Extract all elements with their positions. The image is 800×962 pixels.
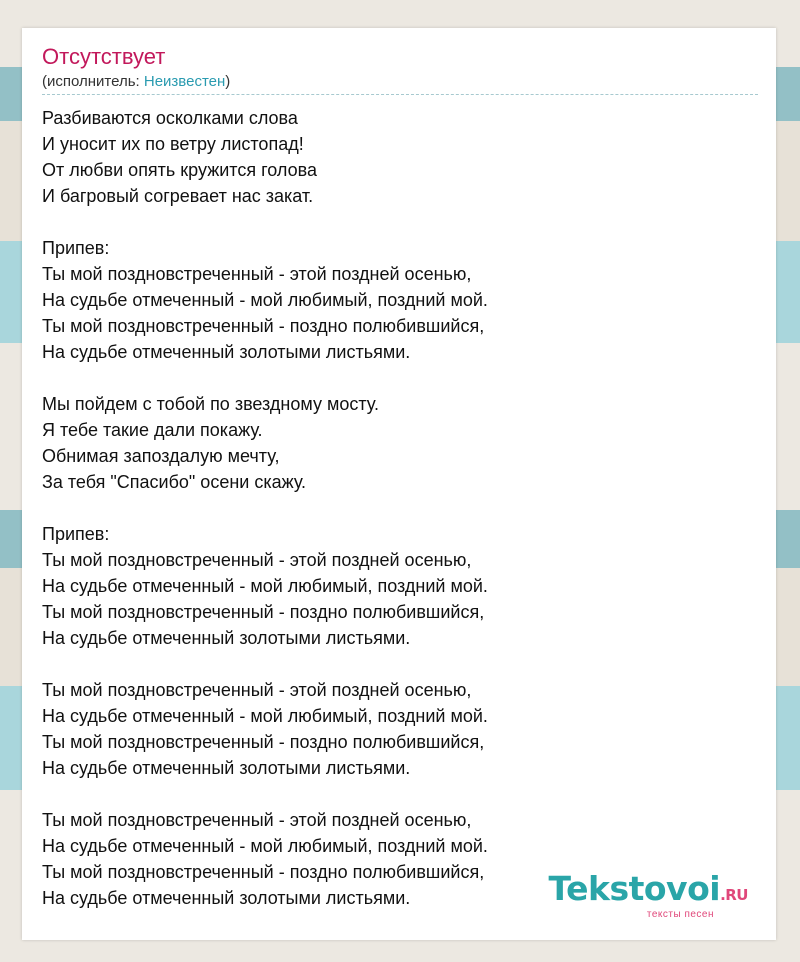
artist-prefix: (исполнитель: xyxy=(42,73,144,90)
lyrics-line: Припев: xyxy=(42,238,110,258)
lyrics-card xyxy=(22,28,776,940)
lyrics-line: На судьбе отмеченный - мой любимый, поздний мой. xyxy=(42,836,488,856)
lyrics-line: На судьбе отмеченный золотыми листьями. xyxy=(42,888,411,908)
lyrics-line: Я тебе такие дали покажу. xyxy=(42,420,263,440)
artist-line xyxy=(42,72,230,92)
lyrics-blank-line xyxy=(42,365,762,391)
lyrics-blank-line xyxy=(42,651,762,677)
logo-tld: .RU xyxy=(720,886,748,904)
lyrics-line: Разбиваются осколками слова xyxy=(42,108,298,128)
logo-name: Tekstovoi xyxy=(548,869,721,908)
lyrics-line: На судьбе отмеченный - мой любимый, поздний мой. xyxy=(42,290,488,310)
lyrics-line: Ты мой поздновстреченный - этой поздней осенью, xyxy=(42,264,472,284)
title-divider xyxy=(42,94,758,95)
lyrics-line: На судьбе отмеченный - мой любимый, поздний мой. xyxy=(42,706,488,726)
lyrics-line: Ты мой поздновстреченный - поздно полюбившийся, xyxy=(42,316,485,336)
lyrics-text xyxy=(42,105,762,911)
artist-suffix: ) xyxy=(225,73,231,90)
lyrics-blank-line xyxy=(42,781,762,807)
lyrics-line: За тебя "Спасибо" осени скажу. xyxy=(42,472,307,492)
lyrics-line: Ты мой поздновстреченный - этой поздней осенью, xyxy=(42,550,472,570)
lyrics-line: И багровый согревает нас закат. xyxy=(42,186,314,206)
lyrics-line: Припев: xyxy=(42,524,110,544)
lyrics-line: И уносит их по ветру листопад! xyxy=(42,134,304,154)
site-logo[interactable] xyxy=(548,869,748,920)
lyrics-line: На судьбе отмеченный золотыми листьями. xyxy=(42,628,411,648)
artist-link[interactable]: Неизвестен xyxy=(143,73,226,90)
lyrics-line: Ты мой поздновстреченный - поздно полюбившийся, xyxy=(42,732,485,752)
lyrics-line: Обнимая запоздалую мечту, xyxy=(42,446,280,466)
lyrics-blank-line xyxy=(42,495,762,521)
logo-wordmark xyxy=(548,869,748,912)
lyrics-line: Ты мой поздновстреченный - этой поздней осенью, xyxy=(42,810,472,830)
lyrics-line: На судьбе отмеченный золотыми листьями. xyxy=(42,342,411,362)
lyrics-line: Ты мой поздновстреченный - поздно полюбившийся, xyxy=(42,602,485,622)
lyrics-line: От любви опять кружится голова xyxy=(42,160,317,180)
song-title: Отсутствует xyxy=(42,44,166,69)
lyrics-line: На судьбе отмеченный - мой любимый, поздний мой. xyxy=(42,576,488,596)
lyrics-line: Мы пойдем с тобой по звездному мосту. xyxy=(42,394,379,414)
lyrics-blank-line xyxy=(42,209,762,235)
lyrics-line: Ты мой поздновстреченный - этой поздней осенью, xyxy=(42,680,472,700)
logo-tagline: тексты песен xyxy=(646,909,714,920)
lyrics-line: На судьбе отмеченный золотыми листьями. xyxy=(42,758,411,778)
lyrics-line: Ты мой поздновстреченный - поздно полюбившийся, xyxy=(42,862,485,882)
